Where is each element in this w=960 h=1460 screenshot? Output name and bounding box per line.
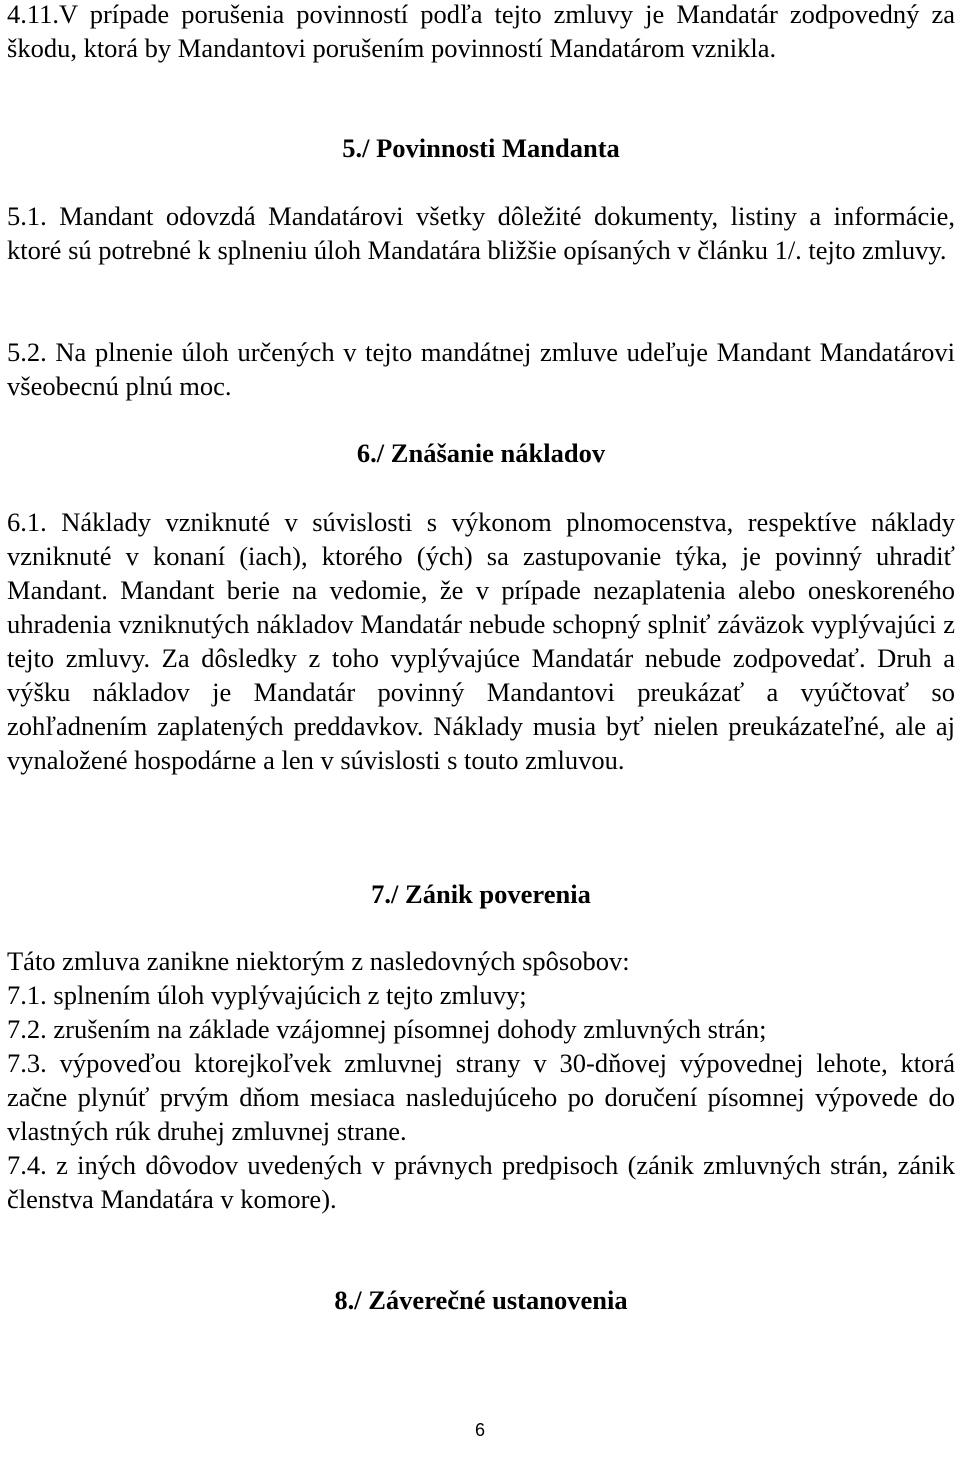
paragraph-4-11: 4.11.V prípade porušenia povinností podľa tejto zmluvy je Mandatár zodpovedný za škodu, ktorá by Mandantovi porušením povinností Mandatárom vznikla. <box>7 0 955 63</box>
list-item-7-1: 7.1. splnením úloh vyplývajúcich z tejto zmluvy; <box>7 980 527 1010</box>
paragraph-7-intro: Táto zmluva zanikne niektorým z nasledovných spôsobov: <box>7 946 630 976</box>
paragraph-6-1: 6.1. Náklady vzniknuté v súvislosti s výkonom plnomocenstva, respektíve náklady vzniknuté v konaní (iach), ktorého (ých) sa zastupovanie týka, je povinný uhradiť Mandant. Mandant berie na vedomie, že v prípade nezaplatenia alebo oneskoreného uhradenia vzniknutých nákladov Mandatár nebude schopný splniť záväzok vyplývajúci z tejto zmluvy. Za dôsledky z toho vyplývajúce Mandatár nebude zodpovedať. Druh a výšku nákladov je Mandatár povinný Mandantovi preukázať a vyúčtovať so zohľadnením zaplatených preddavkov. Náklady musia byť nielen preukázateľné, ale aj vynaložené hospodárne a len v súvislosti s touto zmluvou. <box>7 507 955 775</box>
page-number: 6 <box>474 1420 485 1440</box>
paragraph-5-2: 5.2. Na plnenie úloh určených v tejto mandátnej zmluve udeľuje Mandant Mandatárovi všeobecnú plnú moc. <box>7 337 955 401</box>
section-heading-8: 8./ Záverečné ustanovenia <box>334 1285 628 1315</box>
list-item-7-3: 7.3. výpoveďou ktorejkoľvek zmluvnej strany v 30-dňovej výpovednej lehote, ktorá začne plynúť prvým dňom mesiaca nasledujúceho po doručení písomnej výpovede do vlastných rúk druhej zmluvnej strane. <box>7 1048 955 1146</box>
section-heading-6: 6./ Znášanie nákladov <box>356 438 606 468</box>
list-item-7-4: 7.4. z iných dôvodov uvedených v právnych predpisoch (zánik zmluvných strán, zánik členstva Mandatára v komore). <box>7 1150 955 1214</box>
section-heading-7: 7./ Zánik poverenia <box>371 879 591 909</box>
list-item-7-2: 7.2. zrušením na základe vzájomnej písomnej dohody zmluvných strán; <box>7 1014 767 1044</box>
section-heading-5: 5./ Povinnosti Mandanta <box>342 133 620 163</box>
paragraph-5-1: 5.1. Mandant odovzdá Mandatárovi všetky dôležité dokumenty, listiny a informácie, ktoré sú potrebné k splneniu úloh Mandatára bližšie opísaných v článku 1/. tejto zmluvy. <box>7 201 955 265</box>
